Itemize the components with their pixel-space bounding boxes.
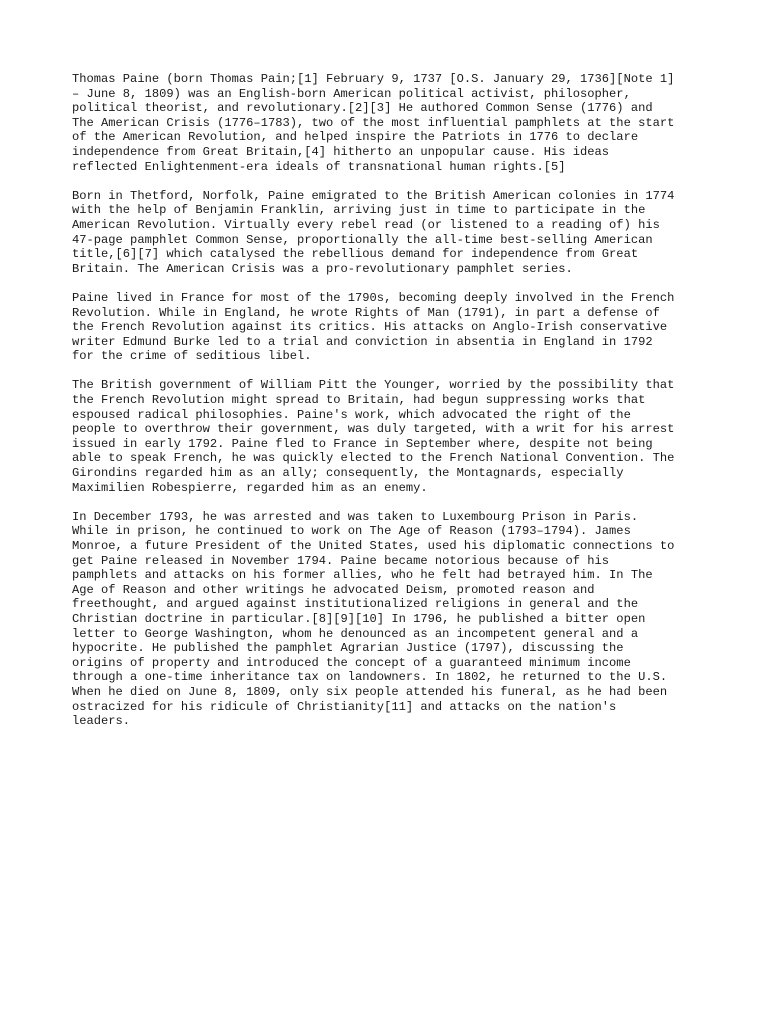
paragraph-later-life: In December 1793, he was arrested and was taken to Luxembourg Prison in Paris. While in prison, he continued to work on The Age of Reason (1793–1794). James Monroe, a future President of the United States, used his diplomatic connections to get Paine released in November 1794. Paine became notorious because of his pamphlets and attacks on his former allies, who he felt had betrayed him. In The Age of Reason and other writings he advocated Deism, promoted reason and freethought, and argued against institutionalized religions in general and the Christian doctrine in particular.[8][9][10] In 1796, he published a bitter open letter to George Washington, whom he denounced as an incompetent general and a hypocrite. He published the pamphlet Agrarian Justice (1797), discussing the origins of property and introduced the concept of a guaranteed minimum income through a one-time inheritance tax on landowners. In 1802, he returned to the U.S. When he died on June 8, 1809, only six people attended his funeral, as he had been ostracized for his ridicule of Christianity[11] and attacks on the nation's leaders.	[72, 509, 675, 729]
paragraph-intro: Thomas Paine (born Thomas Pain;[1] February 9, 1737 [O.S. January 29, 1736][Note 1] – June 8, 1809) was an English-born American political activist, philosopher, political theorist, and revolutionary.[2][3] He authored Common Sense (1776) and The American Crisis (1776–1783), two of the most influential pamphlets at the start of the American Revolution, and helped inspire the Patriots in 1776 to declare independence from Great Britain,[4] hitherto an unpopular cause. His ideas reflected Enlightenment-era ideals of transnational human rights.[5]	[72, 72, 675, 174]
paragraph-france: Paine lived in France for most of the 1790s, becoming deeply involved in the French Revolution. While in England, he wrote Rights of Man (1791), in part a defense of the French Revolution against its critics. His attacks on Anglo-Irish conservative writer Edmund Burke led to a trial and conviction in absentia in England in 1792 for the crime of seditious libel.	[72, 290, 675, 364]
document-page	[72, 72, 712, 743]
paragraph-british-government: The British government of William Pitt the Younger, worried by the possibility that the French Revolution might spread to Britain, had begun suppressing works that espoused radical philosophies. Paine's work, which advocated the right of the people to overthrow their government, was duly targeted, with a writ for his arrest issued in early 1792. Paine fled to France in September where, despite not being able to speak French, he was quickly elected to the French National Convention. The Girondins regarded him as an ally; consequently, the Montagnards, especially Maximilien Robespierre, regarded him as an enemy.	[72, 378, 675, 495]
paragraph-early-life: Born in Thetford, Norfolk, Paine emigrated to the British American colonies in 1774 with the help of Benjamin Franklin, arriving just in time to participate in the American Revolution. Virtually every rebel read (or listened to a reading of) his 47-page pamphlet Common Sense, proportionally the all-time best-selling American title,[6][7] which catalysed the rebellious demand for independence from Great Britain. The American Crisis was a pro-revolutionary pamphlet series.	[72, 188, 675, 276]
